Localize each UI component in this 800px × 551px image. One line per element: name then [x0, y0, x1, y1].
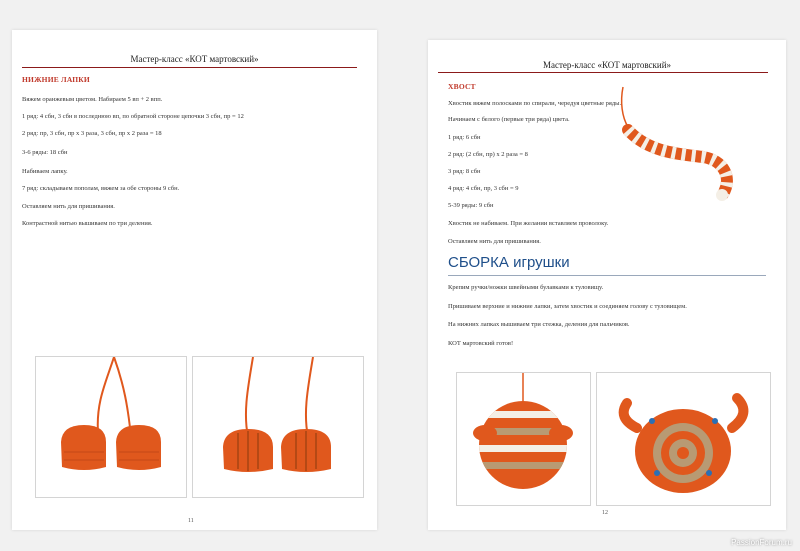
instruction-line: Вяжем оранжевым цветом. Набираем 5 вп + 2 впп. — [22, 96, 163, 103]
header-rule — [438, 72, 768, 73]
header-rule — [22, 67, 357, 68]
right-page — [428, 40, 786, 530]
photo-paws-stitched — [192, 356, 364, 498]
instruction-line: 1 ряд: 4 сбн, 3 сбн в последнюю вп, по обратной стороне цепочки 3 сбн, пр = 12 — [22, 113, 244, 120]
page-header: Мастер-класс «КОТ мартовский» — [130, 54, 259, 64]
instruction-line: 3-6 ряды: 18 сбн — [22, 149, 68, 156]
instruction-line: Контрастной нитью вышиваем по три деления. — [22, 220, 153, 227]
assembly-line: Пришиваем верхние и нижние лапки, затем хвостик и соединяем голову с туловищем. — [448, 303, 687, 310]
instruction-line: Оставляем нить для пришивания. — [22, 203, 115, 210]
photo-assembled-body — [456, 372, 591, 506]
instruction-line: Набиваем лапку. — [22, 168, 68, 175]
instruction-line: 2 ряд: пр, 3 сбн, пр х 3 раза, 3 сбн, пр х 2 раза = 18 — [22, 130, 162, 137]
instruction-line: 4 ряд: 4 сбн, пр, 3 сбн = 9 — [448, 185, 519, 192]
instruction-line: 2 ряд: (2 сбн, пр) х 2 раза = 8 — [448, 151, 528, 158]
assembly-rule — [448, 275, 766, 276]
instruction-line: 3 ряд: 8 сбн — [448, 168, 481, 175]
section-title: ХВОСТ — [448, 82, 476, 91]
page-header: Мастер-класс «КОТ мартовский» — [542, 60, 672, 70]
watermark: PassionForum.ru — [731, 538, 792, 547]
photo-assembled-rear — [596, 372, 771, 506]
page-number: 11 — [188, 518, 194, 524]
page-number: 12 — [602, 510, 608, 516]
instruction-line: Хвостик не набиваем. При желании вставляем проволоку. — [448, 220, 609, 227]
assembly-title: СБОРКА игрушки — [448, 254, 570, 271]
assembly-line: Крепим ручки/ножки швейными булавками к туловищу. — [448, 284, 604, 291]
instruction-line: 5-39 ряды: 9 сбн — [448, 202, 494, 209]
left-page — [12, 30, 377, 530]
instruction-line: Оставляем нить для пришивания. — [448, 238, 541, 245]
section-title: НИЖНИЕ ЛАПКИ — [22, 75, 90, 84]
photo-paws-plain — [35, 356, 187, 498]
photo-tail — [598, 82, 748, 202]
instruction-line: Начинаем с белого (первые три ряда) цвета. — [448, 116, 570, 123]
assembly-line: На нижних лапках вышиваем три стежка, деления для пальчиков. — [448, 321, 630, 328]
instruction-line: Хвостик вяжем полосками по спирали, чередуя цветные ряды. — [448, 100, 622, 107]
instruction-line: 7 ряд: складываем пополам, вяжем за обе стороны 9 сбн. — [22, 185, 180, 192]
assembly-line: КОТ мартовский готов! — [448, 340, 514, 347]
instruction-line: 1 ряд: 6 сбн — [448, 134, 481, 141]
